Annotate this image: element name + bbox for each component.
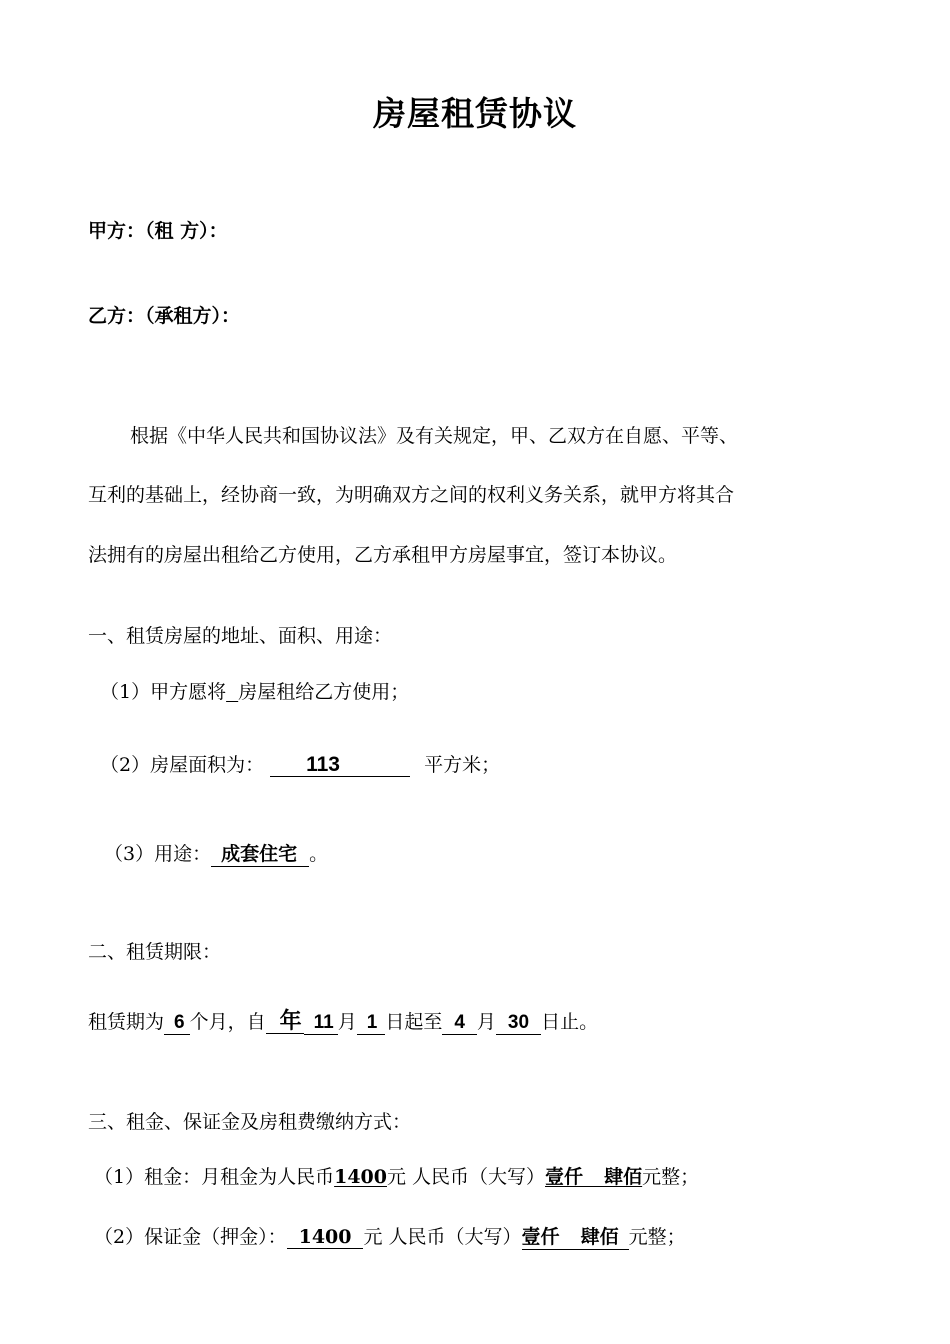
term-text-4: 日起至 (385, 1011, 443, 1033)
section1-item2 (100, 753, 500, 777)
term-start-day: 1 (366, 1012, 378, 1033)
intro-line-3: 法拥有的房屋出租给乙方使用，乙方承租甲方房屋事宜，签订本协议。 (88, 544, 678, 566)
section1-item1 (100, 680, 409, 704)
usage-value: 成套住宅 (221, 844, 298, 865)
deposit-suffix: 元整； (628, 1226, 686, 1248)
section1-item3 (104, 842, 328, 867)
deposit-prefix: （2）保证金（押金）： (94, 1226, 287, 1248)
deposit-line (94, 1225, 686, 1250)
area-value: 113 (306, 753, 340, 776)
rent-mid: 元 人民币（大写） (386, 1166, 546, 1188)
item1-blank (226, 681, 238, 703)
item1-prefix: （1）甲方愿将 (100, 681, 227, 703)
item2-prefix: （2）房屋面积为： (100, 754, 265, 776)
term-text-5: 月 (476, 1011, 496, 1033)
term-text-1: 租赁期为 (88, 1011, 165, 1033)
lease-term-line (88, 1010, 598, 1035)
rent-suffix: 元整； (642, 1166, 700, 1188)
deposit-mid: 元 人民币（大写） (363, 1226, 522, 1248)
intro-line-1: 根据《中华人民共和国协议法》及有关规定，甲、乙双方在自愿、平等、 (130, 425, 739, 447)
document-title: 房屋租赁协议 (373, 94, 577, 133)
rent-line (94, 1165, 699, 1190)
term-end-day: 30 (507, 1012, 530, 1033)
term-months: 6 (174, 1012, 185, 1033)
deposit-words: 壹仟 肆佰 (521, 1227, 619, 1248)
rent-amount: 1400 (334, 1166, 387, 1188)
item2-suffix: 平方米； (424, 754, 501, 776)
item3-suffix: 。 (309, 843, 329, 865)
term-end-month: 4 (454, 1012, 465, 1033)
term-text-6: 日止。 (541, 1011, 599, 1033)
item3-prefix: （3）用途： (104, 843, 212, 865)
deposit-amount: 1400 (298, 1226, 352, 1248)
intro-line-2: 互利的基础上，经协商一致，为明确双方之间的权利义务关系，就甲方将其合 (88, 484, 735, 506)
rent-words: 壹仟 肆佰 (545, 1167, 643, 1188)
party-b-line: 乙方：（承租方）： (88, 305, 241, 327)
term-year-char: 年 (279, 1008, 302, 1033)
term-text-3: 月 (337, 1011, 357, 1033)
section3-heading: 三、租金、保证金及房租费缴纳方式： (88, 1111, 412, 1133)
party-a-line: 甲方：（租 方）： (88, 220, 228, 242)
section1-heading: 一、租赁房屋的地址、面积、用途： (88, 625, 393, 647)
item1-suffix: 房屋租给乙方使用； (238, 681, 410, 703)
section2-heading: 二、租赁期限： (88, 941, 222, 963)
term-text-2: 个月，自 (189, 1011, 266, 1033)
rent-prefix: （1）租金：月租金为人民币 (94, 1166, 335, 1188)
term-start-month: 11 (313, 1012, 334, 1033)
